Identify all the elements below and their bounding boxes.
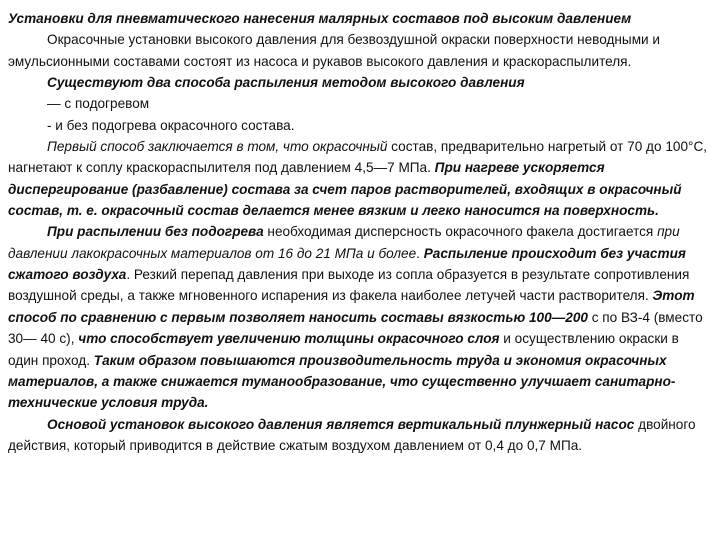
first-method-paragraph (8, 136, 712, 221)
pump-text: двойного действия, который приводится в действие сжатым воздухом давлением от 0,4 до 0,7 МПа. (8, 416, 696, 453)
second-method-conclusion: Таким образом повышаются производительность труда и экономия окрасочных материалов, а также снижается туманообразование, что существенно улучшает санитарно-технические условия труда. (8, 352, 676, 411)
intro-paragraph: Окрасочные установки высокого давления для безвоздушной окраски поверхности неводными и эмульсионными составами состоят из насоса и рукавов высокого давления и краскораспылителя. (8, 32, 661, 69)
second-method-paragraph (8, 221, 712, 413)
second-method-viscosity: Этот способ по сравнению с первым позволяет наносить составы вязкостью 100—200 (8, 288, 695, 325)
pump-paragraph (8, 414, 712, 457)
second-method-text-4: с по ВЗ-4 (вместо 30— 40 с), (8, 309, 703, 347)
second-method-no-air: Распыление происходит без участия сжатого воздуха (8, 245, 686, 283)
second-method-pressure: при давлении лакокрасочных материалов от 16 до 21 МПа и более (8, 224, 680, 261)
methods-heading: Существуют два способа распыления методом высокого давления (47, 75, 525, 91)
second-method-text-5: и осуществлению окраски в один проход. (8, 331, 679, 368)
first-method-text: состав, предварительно нагретый от 70 до 100°С, нагнетают к соплу краскораспылителя под давлением 4,5—7 МПа. (8, 139, 708, 176)
second-method-text-3: . Резкий перепад давления при выходе из сопла образуется в результате сопротивления воздушной среды, а также мгновенного испарения из факела наиболее летучей части растворителя. (8, 267, 690, 304)
first-method-lead: Первый способ заключается в том, что окрасочный (47, 139, 388, 155)
second-method-thickness: что способствует увеличению толщины окрасочного слоя (78, 331, 500, 347)
document-title: Установки для пневматического нанесения малярных составов под высоким давлением (8, 11, 632, 26)
method-list-item-heated: — с подогревом (47, 96, 150, 112)
pump-lead: Основой установок высокого давления является вертикальный плунжерный насос (47, 416, 635, 432)
method-list-item-unheated: - и без подогрева окрасочного состава. (47, 117, 295, 133)
second-method-text-1: необходимая дисперсность окрасочного факела достигается (263, 224, 658, 240)
second-method-lead: При распылении без подогрева (47, 224, 264, 240)
first-method-emphasis: При нагреве ускоряется диспергирование (разбавление) состава за счет паров растворителей, входящих в окрасочный состав, т. е. окрасочный состав делается менее вязким и легко наносится на поверхность. (8, 160, 682, 219)
second-method-text-2: . (416, 245, 424, 261)
